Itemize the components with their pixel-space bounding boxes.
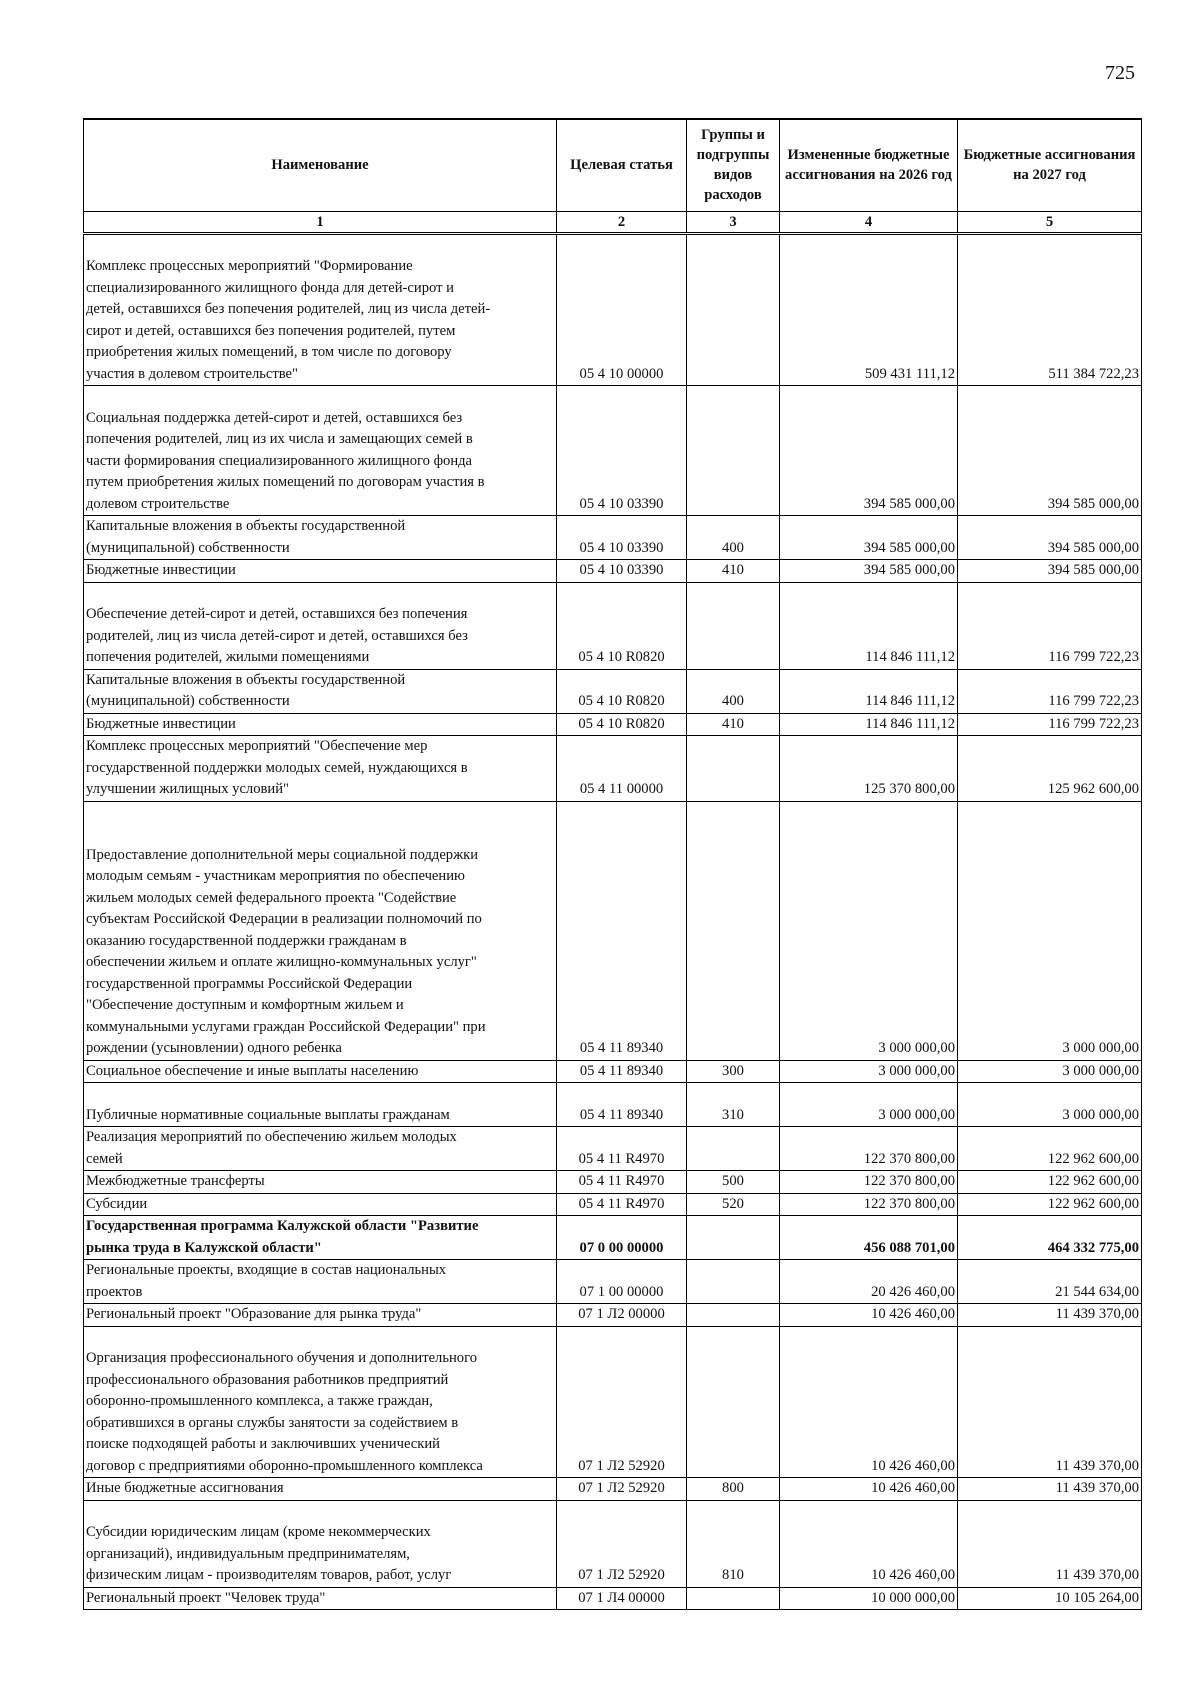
table-row [84, 1260, 1142, 1304]
header-allocations-2027: Бюджетные ассигнования на 2027 год [958, 119, 1142, 211]
table-row [84, 1478, 1142, 1501]
row-name-text: Предоставление дополнительной меры социальной поддержки молодым семьям - участникам мероприятия по обеспечению жильем молодых семей федерального проекта "Содействие субъектам Российской Федерации в реализации полномочий по оказанию государственной поддержки гражданам в обеспечении жильем и оплате жилищно-коммунальных услуг" государственной программы Российской Федерации "Обеспечение доступным и комфортным жильем и коммунальными услугами граждан Российской Федерации" при рождении (усыновлении) одного ребенка [86, 846, 486, 1056]
row-name-text: Реализация мероприятий по обеспечению жильем молодых семей [86, 1129, 457, 1167]
row-name-text: Иные бюджетные ассигнования [86, 1480, 284, 1496]
row-expense-group-cell [687, 736, 780, 802]
row-amount-2026-cell: 122 370 800,00 [780, 1171, 958, 1194]
row-name-cell [84, 1260, 557, 1304]
table-row [84, 1060, 1142, 1083]
row-amount-2027-cell: 11 439 370,00 [958, 1500, 1142, 1587]
table-row [84, 386, 1142, 516]
row-name-cell [84, 1216, 557, 1260]
row-name-text: Социальное обеспечение и иные выплаты населению [86, 1062, 419, 1079]
row-target-article-cell: 07 1 Л4 00000 [557, 1587, 687, 1610]
row-amount-2026-cell: 10 426 460,00 [780, 1326, 958, 1478]
table-row [84, 1216, 1142, 1260]
row-target-article-cell: 05 4 10 00000 [557, 233, 687, 386]
header-target-article: Целевая статья [557, 119, 687, 211]
row-name-text: Региональный проект "Образование для рынка труда" [86, 1306, 422, 1322]
row-name-cell [84, 1193, 557, 1216]
row-name-text: Обеспечение детей-сирот и детей, оставшихся без попечения родителей, лиц из числа детей-сирот и детей, оставшихся без попечения родителей, жилыми помещениями [86, 606, 468, 665]
row-name-cell [84, 1171, 557, 1194]
table-row [84, 801, 1142, 1060]
row-expense-group-cell: 810 [687, 1500, 780, 1587]
row-amount-2026-cell: 10 426 460,00 [780, 1304, 958, 1327]
row-target-article-cell: 05 4 11 R4970 [557, 1171, 687, 1194]
row-expense-group-cell [687, 233, 780, 386]
row-amount-2026-cell: 10 000 000,00 [780, 1587, 958, 1610]
table-row [84, 560, 1142, 583]
row-amount-2027-cell: 122 962 600,00 [958, 1171, 1142, 1194]
row-amount-2026-cell: 20 426 460,00 [780, 1260, 958, 1304]
row-target-article-cell: 05 4 11 R4970 [557, 1127, 687, 1171]
row-amount-2026-cell: 114 846 111,12 [780, 669, 958, 713]
row-name-cell [84, 713, 557, 736]
row-name-text: Государственная программа Калужской области "Развитие рынка труда в Калужской области" [86, 1218, 479, 1256]
row-amount-2027-cell: 394 585 000,00 [958, 560, 1142, 583]
row-expense-group-cell [687, 1260, 780, 1304]
row-target-article-cell: 07 1 Л2 52920 [557, 1500, 687, 1587]
row-name-cell [84, 582, 557, 669]
column-number: 2 [557, 211, 687, 233]
row-expense-group-cell [687, 386, 780, 516]
row-amount-2027-cell: 464 332 775,00 [958, 1216, 1142, 1260]
table-row [84, 582, 1142, 669]
row-name-text: Региональный проект "Человек труда" [86, 1589, 326, 1606]
row-amount-2027-cell: 10 105 264,00 [958, 1587, 1142, 1610]
row-expense-group-cell: 300 [687, 1060, 780, 1083]
row-name-text: Публичные нормативные социальные выплаты гражданам [86, 1106, 450, 1123]
row-expense-group-cell [687, 1326, 780, 1478]
row-amount-2026-cell: 394 585 000,00 [780, 560, 958, 583]
column-number: 3 [687, 211, 780, 233]
row-name-text: Комплекс процессных мероприятий "Обеспечение мер государственной поддержки молодых семей, нуждающихся в улучшении жилищных условий" [86, 738, 468, 797]
row-target-article-cell: 05 4 11 89340 [557, 1083, 687, 1127]
row-amount-2027-cell: 21 544 634,00 [958, 1260, 1142, 1304]
table-row [84, 1171, 1142, 1194]
row-amount-2026-cell: 3 000 000,00 [780, 1083, 958, 1127]
table-row [84, 1304, 1142, 1327]
table-row [84, 1587, 1142, 1610]
row-expense-group-cell: 310 [687, 1083, 780, 1127]
row-name-cell [84, 801, 557, 1060]
row-expense-group-cell: 400 [687, 516, 780, 560]
row-name-cell [84, 736, 557, 802]
row-amount-2026-cell: 125 370 800,00 [780, 736, 958, 802]
page-number: 725 [1105, 62, 1135, 84]
row-amount-2026-cell: 122 370 800,00 [780, 1193, 958, 1216]
row-amount-2027-cell: 116 799 722,23 [958, 669, 1142, 713]
row-expense-group-cell [687, 801, 780, 1060]
table-row [84, 736, 1142, 802]
row-amount-2027-cell: 3 000 000,00 [958, 1060, 1142, 1083]
row-amount-2027-cell: 3 000 000,00 [958, 1083, 1142, 1127]
row-amount-2026-cell: 509 431 111,12 [780, 233, 958, 386]
header-expense-groups: Группы и подгруппы видов расходов [687, 119, 780, 211]
row-name-cell [84, 1587, 557, 1610]
row-expense-group-cell: 410 [687, 560, 780, 583]
row-expense-group-cell: 410 [687, 713, 780, 736]
row-expense-group-cell [687, 582, 780, 669]
row-name-text: Комплекс процессных мероприятий "Формирование специализированного жилищного фонда для детей-сирот и детей, оставшихся без попечения родителей, лиц из числа детей- сирот и детей, оставшихся без попечения родителей, путем приобретения жилых помещений, в том числе по договору участия в долевом строительстве" [86, 258, 491, 382]
row-expense-group-cell: 500 [687, 1171, 780, 1194]
row-amount-2026-cell: 394 585 000,00 [780, 516, 958, 560]
row-target-article-cell: 05 4 10 R0820 [557, 669, 687, 713]
row-name-cell [84, 516, 557, 560]
row-target-article-cell: 05 4 11 89340 [557, 1060, 687, 1083]
table-row [84, 669, 1142, 713]
budget-table [83, 118, 1142, 1610]
table-header-row [84, 119, 1142, 211]
table-row [84, 1083, 1142, 1127]
table-row [84, 233, 1142, 386]
row-name-text: Региональные проекты, входящие в состав национальных проектов [86, 1262, 447, 1300]
row-name-text: Субсидии [86, 1195, 148, 1212]
row-target-article-cell: 05 4 11 R4970 [557, 1193, 687, 1216]
row-name-text: Межбюджетные трансферты [86, 1173, 265, 1189]
row-name-cell [84, 1478, 557, 1501]
row-name-cell [84, 386, 557, 516]
row-amount-2026-cell: 114 846 111,12 [780, 713, 958, 736]
row-amount-2027-cell: 11 439 370,00 [958, 1304, 1142, 1327]
row-amount-2026-cell: 3 000 000,00 [780, 801, 958, 1060]
header-allocations-2026: Измененные бюджетные ассигнования на 2026 год [780, 119, 958, 211]
row-name-text: Субсидии юридическим лицам (кроме некоммерческих организаций), индивидуальным предпринимателям, физическим лицам - производителям товаров, работ, услуг [86, 1524, 452, 1583]
row-name-cell [84, 1127, 557, 1171]
row-target-article-cell: 07 1 Л2 52920 [557, 1478, 687, 1501]
row-expense-group-cell [687, 1587, 780, 1610]
table-row [84, 1193, 1142, 1216]
row-target-article-cell: 05 4 10 03390 [557, 560, 687, 583]
row-amount-2026-cell: 10 426 460,00 [780, 1478, 958, 1501]
table-body [84, 233, 1142, 1610]
row-amount-2027-cell: 3 000 000,00 [958, 801, 1142, 1060]
table-row [84, 516, 1142, 560]
row-amount-2026-cell: 10 426 460,00 [780, 1500, 958, 1587]
row-amount-2027-cell: 11 439 370,00 [958, 1326, 1142, 1478]
row-amount-2026-cell: 394 585 000,00 [780, 386, 958, 516]
row-name-text: Организация профессионального обучения и дополнительного профессионального образования работников предприятий оборонно-промышленного комплекса, а также граждан, обратившихся в органы службы занятости за содействием в поиске подходящей работы и заключивших ученический договор с предприятиями оборонно-промышленного комплекса [86, 1350, 483, 1474]
row-amount-2026-cell: 456 088 701,00 [780, 1216, 958, 1260]
row-name-text: Капитальные вложения в объекты государственной (муниципальной) собственности [86, 518, 406, 556]
row-name-cell [84, 1326, 557, 1478]
row-name-text: Бюджетные инвестиции [86, 715, 236, 732]
row-amount-2027-cell: 394 585 000,00 [958, 386, 1142, 516]
row-amount-2026-cell: 122 370 800,00 [780, 1127, 958, 1171]
header-name: Наименование [84, 119, 557, 211]
row-name-cell [84, 233, 557, 386]
row-amount-2027-cell: 125 962 600,00 [958, 736, 1142, 802]
row-amount-2027-cell: 122 962 600,00 [958, 1193, 1142, 1216]
row-name-cell [84, 1083, 557, 1127]
row-expense-group-cell: 800 [687, 1478, 780, 1501]
row-amount-2027-cell: 116 799 722,23 [958, 582, 1142, 669]
row-expense-group-cell [687, 1127, 780, 1171]
row-target-article-cell: 07 1 Л2 52920 [557, 1326, 687, 1478]
table-row [84, 713, 1142, 736]
row-expense-group-cell [687, 1216, 780, 1260]
column-number: 1 [84, 211, 557, 233]
row-expense-group-cell: 400 [687, 669, 780, 713]
row-amount-2027-cell: 122 962 600,00 [958, 1127, 1142, 1171]
row-amount-2026-cell: 3 000 000,00 [780, 1060, 958, 1083]
table-row [84, 1127, 1142, 1171]
row-name-cell [84, 1060, 557, 1083]
row-target-article-cell: 05 4 10 03390 [557, 386, 687, 516]
row-amount-2027-cell: 511 384 722,23 [958, 233, 1142, 386]
row-name-text: Капитальные вложения в объекты государственной (муниципальной) собственности [86, 671, 406, 709]
row-amount-2027-cell: 11 439 370,00 [958, 1478, 1142, 1501]
row-name-text: Бюджетные инвестиции [86, 562, 236, 578]
table-row [84, 1326, 1142, 1478]
row-name-cell [84, 669, 557, 713]
row-amount-2026-cell: 114 846 111,12 [780, 582, 958, 669]
column-number: 5 [958, 211, 1142, 233]
row-target-article-cell: 05 4 10 03390 [557, 516, 687, 560]
row-target-article-cell: 05 4 10 R0820 [557, 582, 687, 669]
row-amount-2027-cell: 394 585 000,00 [958, 516, 1142, 560]
row-target-article-cell: 05 4 11 89340 [557, 801, 687, 1060]
row-target-article-cell: 05 4 10 R0820 [557, 713, 687, 736]
table-row [84, 1500, 1142, 1587]
row-target-article-cell: 07 1 Л2 00000 [557, 1304, 687, 1327]
column-number-row [84, 211, 1142, 233]
row-target-article-cell: 05 4 11 00000 [557, 736, 687, 802]
column-number: 4 [780, 211, 958, 233]
row-target-article-cell: 07 1 00 00000 [557, 1260, 687, 1304]
row-target-article-cell: 07 0 00 00000 [557, 1216, 687, 1260]
row-amount-2027-cell: 116 799 722,23 [958, 713, 1142, 736]
row-name-cell [84, 1304, 557, 1327]
row-name-text: Социальная поддержка детей-сирот и детей, оставшихся без попечения родителей, лиц из их числа и замещающих семей в части формирования специализированного жилищного фонда путем приобретения жилых помещений по договорам участия в долевом строительстве [86, 409, 485, 512]
row-name-cell [84, 1500, 557, 1587]
row-name-cell [84, 560, 557, 583]
row-expense-group-cell [687, 1304, 780, 1327]
row-expense-group-cell: 520 [687, 1193, 780, 1216]
